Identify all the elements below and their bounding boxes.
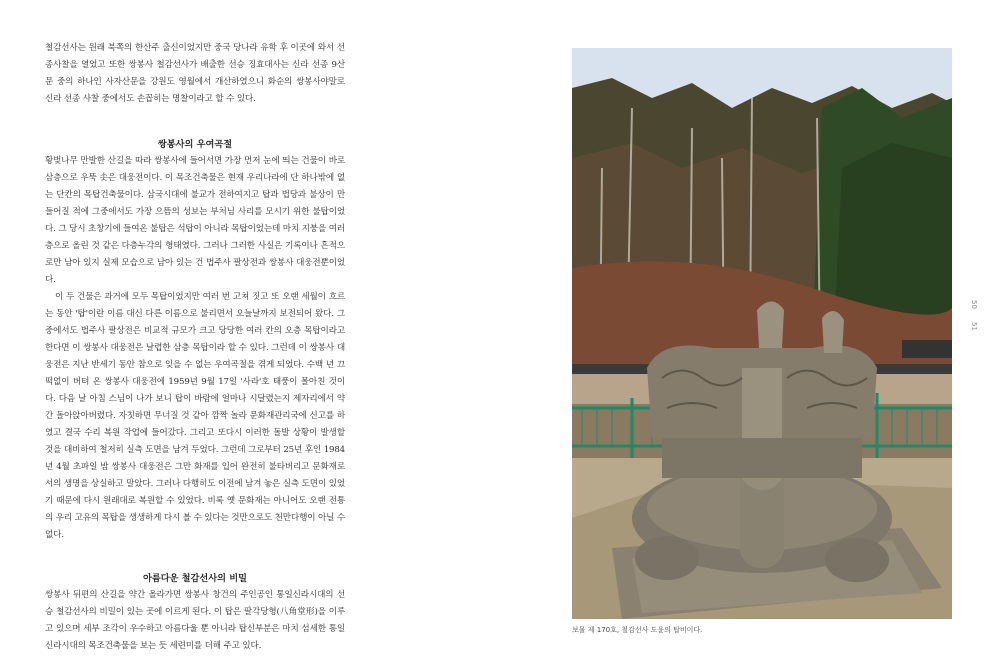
stele-photograph	[572, 48, 952, 619]
left-page-text	[45, 40, 345, 655]
section-heading-ups-and-downs: 쌍봉사의 우여곡절	[157, 139, 233, 150]
section1-paragraph-2: 이 두 건물은 과거에 모두 목탑이었지만 여러 번 고쳐 짓고 또 오랜 세월이 흐르는 동안 '탑'이란 이름 대신 다른 이름으로 불리면서 오늘날까지 보전되어 왔다. 그중에서도 법주사 팔상전은 비교적 규모가 크고 당당한 여러 칸의 오층 목탑이라고 한다면 이 쌍봉사 대웅전은 날렵한 삼층 목탑이라 할 수 있다. 그런데 이 쌍봉사 대웅전은 지난 반세기 동안 참으로 잊을 수 없는 우여곡절을 겪게 되었다. 수백 년 끄떡없이 버텨 온 쌍봉사 대웅전에 1959년 9월 17일 '사라'호 태풍이 몰아친 것이다. 다음 날 아침 스님이 나가 보니 탑이 바람에 얼마나 시달렸는지 제자리에서 약간 돌아앉아버렸다. 자칫하면 무너질 것 같아 깜짝 놀라 문화재관리국에 신고를 하였고 결국 수리 복원 작업에 들어갔다. 그리고 또다시 이러한 돌발 상황이 발생할 것을 대비하여 철저히 실측 도면을 남겨 두었다. 그런데 그로부터 25년 후인 1984년 4월 초파일 밤 쌍봉사 대웅전은 그만 화재를 입어 완전히 불타버리고 문화재로서의 생명을 상실하고 말았다. 그러나 다행히도 이전에 남겨 놓은 실측 도면이 있었기 때문에 다시 원래대로 복원할 수 있었다. 비록 옛 문화재는 아니어도 오랜 전통의 우리 고유의 목탑을 생생하게 다시 볼 수 있다는 것만으로도 천만다행이 아닐 수 없다.	[45, 292, 345, 540]
photo-caption: 보물 제 170호, 철감선사 도윤의 탑비이다.	[572, 626, 703, 634]
page-number-right: 51	[970, 322, 978, 331]
page-number-left: 50	[970, 300, 978, 309]
section-heading-beautiful-stupa: 아름다운 철감선사의 비밀	[142, 573, 248, 584]
intro-paragraph: 철감선사는 원래 북쪽의 한산주 출신이었지만 중국 당나라 유학 후 이곳에 와서 선종사찰을 열었고 또한 쌍봉사 철감선사가 배출한 선승 징효대사는 신라 선종 9산문 중의 하나인 사자산문을 강원도 영월에서 개산하였으니 화순의 쌍봉사야말로 신라 선종 사찰 중에서도 손꼽히는 명찰이라고 할 수 있다.	[45, 43, 345, 104]
section1-paragraph-1: 황벚나무 만발한 산길을 따라 쌍봉사에 들어서면 가장 먼저 눈에 띄는 건물이 바로 삼층으로 우뚝 솟은 대웅전이다. 이 목조건축물은 현재 우리나라에 단 하나밖에 없는 단칸의 목탑건축물이다. 삼국시대에 불교가 전하여지고 탑과 법당과 불상이 만들어질 적에 그중에서도 가장 으뜸의 성보는 부처님 사리를 모시기 위한 불탑이었다. 그 당시 초창기에 들여온 불탑은 석탑이 아니라 목탑이었는데 마치 지붕을 여러 층으로 올린 것 같은 다층누각의 형태였다. 그러나 그러한 사실은 기록이나 흔적으로만 남아 있지 실제 모습으로 남아 있는 건 법주사 팔상전과 쌍봉사 대웅전뿐이었다.	[45, 156, 345, 285]
section2-paragraph-1: 쌍봉사 뒤편의 산길을 약간 올라가면 쌍봉사 창건의 주인공인 통일신라시대의 선승 철감선사의 비밀이 있는 곳에 이르게 된다. 이 탑은 팔각당형(八角堂形)을 이루고 있으며 세부 조각이 우수하고 아름다울 뿐 아니라 탑신부분은 마치 섬세한 통일신라시대의 목조건축물을 보는 듯 세련미를 더해 주고 있다.	[45, 590, 345, 651]
